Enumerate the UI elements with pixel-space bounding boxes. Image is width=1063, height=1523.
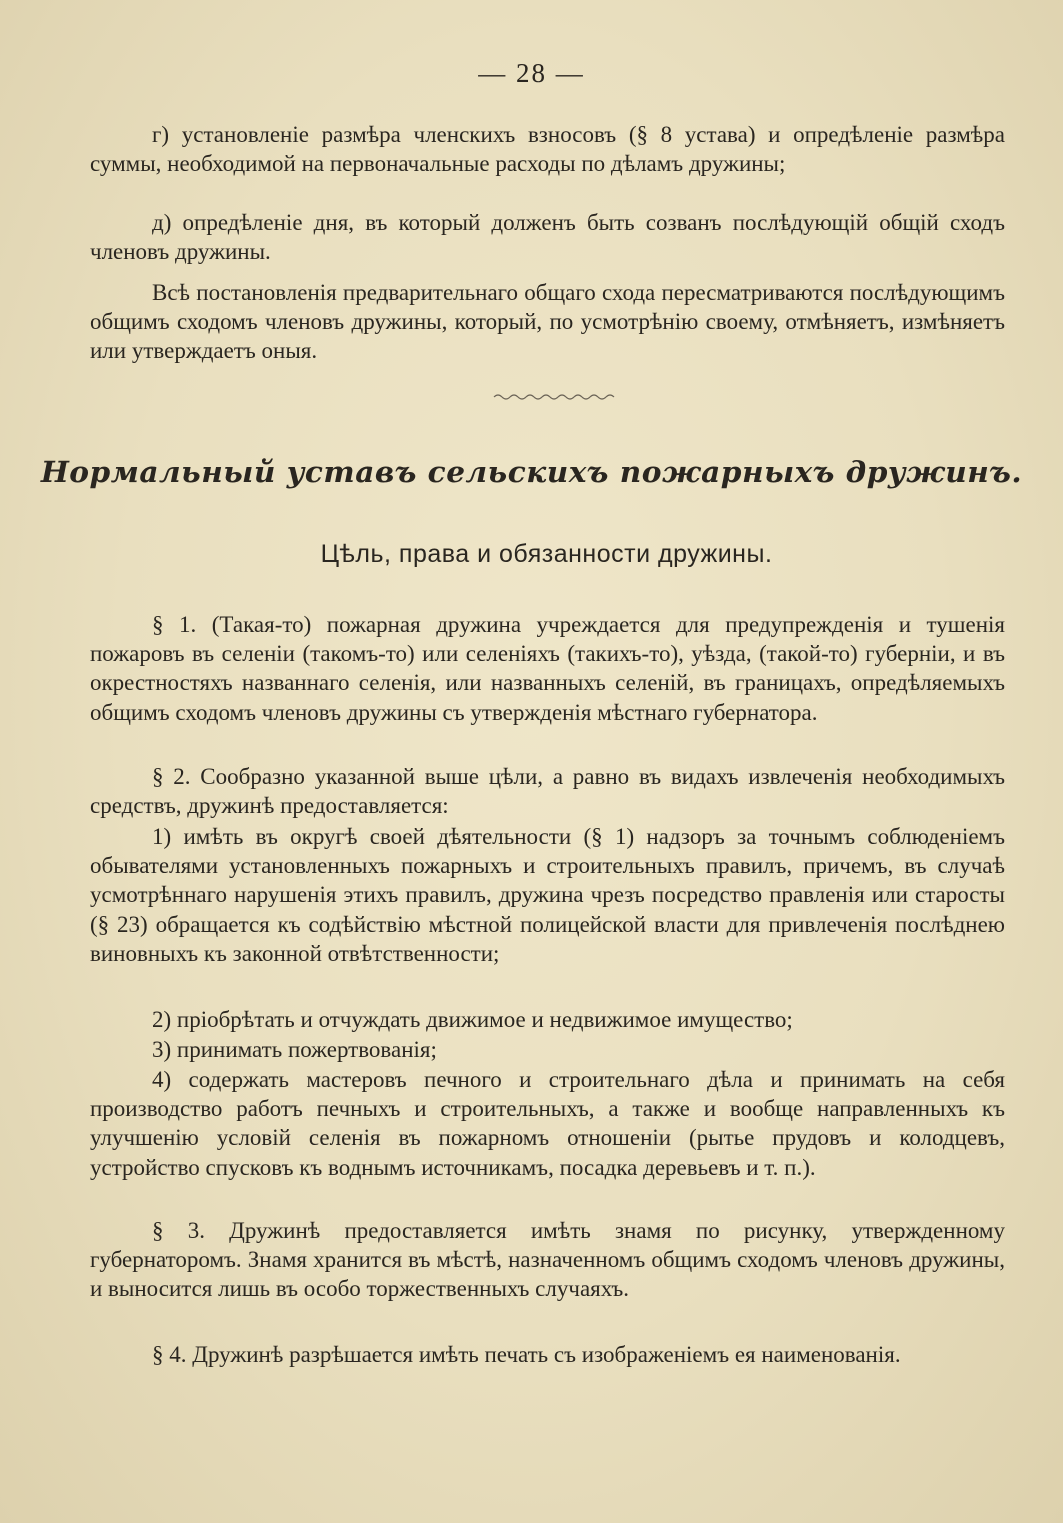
page-number: — 28 — [478, 58, 585, 88]
paragraph-item-4: 4) содержать мастеровъ печного и строительнаго дѣла и принимать на себя производство работъ печныхъ и строительныхъ, а также и вообще направленныхъ къ улучшенію условій селенія въ пожарномъ отношеніи (рытье прудовъ и колодцевъ, устройство спусковъ къ воднымъ источникамъ, посадка деревьевъ и т. п.). [90, 1067, 1005, 1180]
paragraph-item-1: 1) имѣть въ округѣ своей дѣятельности (§ 1) надзоръ за точнымъ соблюденіемъ обывателями установленныхъ пожарныхъ и строительныхъ правилъ, причемъ, въ случаѣ усмотрѣннаго нарушенія этихъ правилъ, дружина чрезъ посредство правленія или старосты (§ 23) обращается къ содѣйствію мѣстной полицейской власти для привлеченія послѣднею виновныхъ къ законной отвѣтственности; [90, 824, 1005, 966]
paragraph-section-1: § 1. (Такая-то) пожарная дружина учреждается для предупрежденія и тушенія пожаровъ въ селеніи (такомъ-то) или селеніяхъ (такихъ-то), уѣзда, (такой-то) губерніи, и въ окрестностяхъ названнаго селенія, или названныхъ селеній, въ границахъ, опредѣляемыхъ общимъ сходомъ членовъ дружины съ утвержденія мѣстнаго губернатора. [90, 612, 1005, 725]
paragraph-g: г) установленіе размѣра членскихъ взносовъ (§ 8 устава) и опредѣленіе размѣра суммы, необходимой на первоначальные расходы по дѣламъ дружины; [90, 122, 1005, 177]
paragraph-item-3: 3) принимать пожертвованія; [152, 1037, 437, 1062]
charter-heading: Нормальный уставъ сельскихъ пожарныхъ дружинъ. [40, 455, 1023, 489]
paragraph-section-3: § 3. Дружинѣ предоставляется имѣть знамя по рисунку, утвержденному губернаторомъ. Знамя хранится въ мѣстѣ, назначенномъ общимъ сходомъ членовъ дружины, и выносится лишь въ особо торжественныхъ случаяхъ. [90, 1218, 1005, 1302]
paragraph-item-2: 2) пріобрѣтать и отчуждать движимое и недвижимое имущество; [152, 1007, 793, 1032]
paragraph-section-2: § 2. Сообразно указанной выше цѣли, а равно въ видахъ извлеченія необходимыхъ средствъ, дружинѣ предоставляется: [90, 764, 1005, 819]
section-subheading: Цѣль, права и обязанности дружины. [320, 540, 773, 568]
paragraph-section-4: § 4. Дружинѣ разрѣшается имѣть печать съ изображеніемъ ея наименованія. [152, 1342, 901, 1367]
paragraph-resolutions: Всѣ постановленія предварительнаго общаго схода пересматриваются послѣдующимъ общимъ сходомъ членовъ дружины, который, по усмотрѣнію своему, отмѣняетъ, измѣняетъ или утверждаетъ оныя. [90, 280, 1005, 364]
ornament-divider [492, 392, 616, 402]
paragraph-d: д) опредѣленіе дня, въ который долженъ быть созванъ послѣдующій общій сходъ членовъ дружины. [90, 210, 1005, 265]
